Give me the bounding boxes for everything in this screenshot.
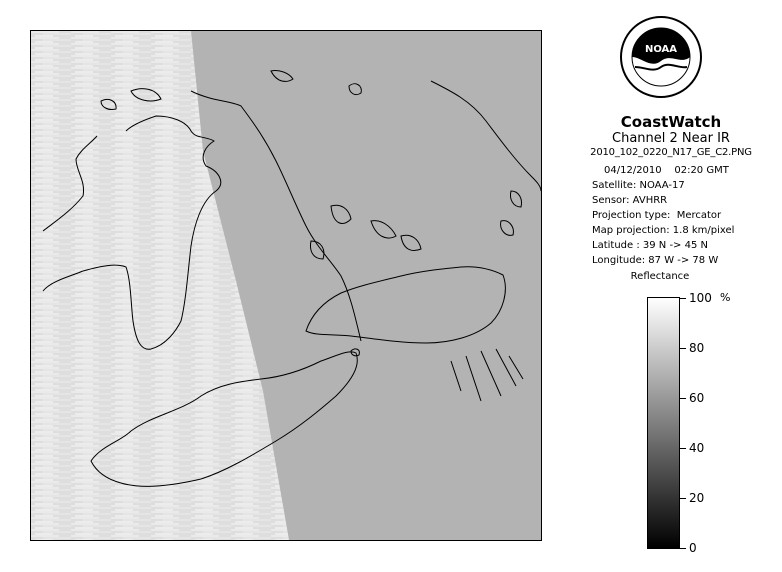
legend-unit: % (720, 291, 731, 304)
satellite-label: Satellite: NOAA-17 (592, 180, 685, 191)
reflectance-colorbar (647, 297, 680, 549)
colorbar-tick-label: 40 (689, 441, 705, 455)
latitude-range: Latitude : 39 N -> 45 N (592, 240, 708, 251)
legend-title: Reflectance (630, 271, 690, 282)
colorbar-ticks (680, 291, 740, 555)
colorbar-tick-label: 100 (689, 291, 712, 305)
logo-text: NOAA (644, 44, 678, 55)
projection-type: Projection type: Mercator (592, 210, 722, 221)
noaa-logo (619, 15, 703, 99)
product-info (560, 114, 782, 160)
map-projection: Map projection: 1.8 km/pixel (592, 225, 735, 236)
colorbar-tick-mark (680, 498, 686, 499)
sensor-label: Sensor: AVHRR (592, 195, 668, 206)
image-metadata (592, 163, 782, 268)
colorbar-tick-mark (680, 348, 686, 349)
map-canvas (31, 31, 541, 540)
colorbar-tick-mark (680, 298, 686, 299)
colorbar-tick-label: 0 (689, 541, 697, 555)
colorbar-tick-label: 80 (689, 341, 705, 355)
product-title: CoastWatch (620, 113, 722, 131)
channel-label: Channel 2 Near IR (612, 131, 730, 146)
colorbar-tick-mark (680, 448, 686, 449)
longitude-range: Longitude: 87 W -> 78 W (592, 255, 719, 266)
file-name: 2010_102_0220_N17_GE_C2.PNG (590, 147, 752, 158)
colorbar-tick-mark (680, 548, 686, 549)
colorbar-tick-label: 20 (689, 491, 705, 505)
satellite-image-map (30, 30, 542, 541)
colorbar-tick-mark (680, 398, 686, 399)
colorbar-tick-label: 60 (689, 391, 705, 405)
date-time: 04/12/2010 02:20 GMT (604, 165, 729, 176)
noaa-seal-icon (619, 15, 703, 99)
